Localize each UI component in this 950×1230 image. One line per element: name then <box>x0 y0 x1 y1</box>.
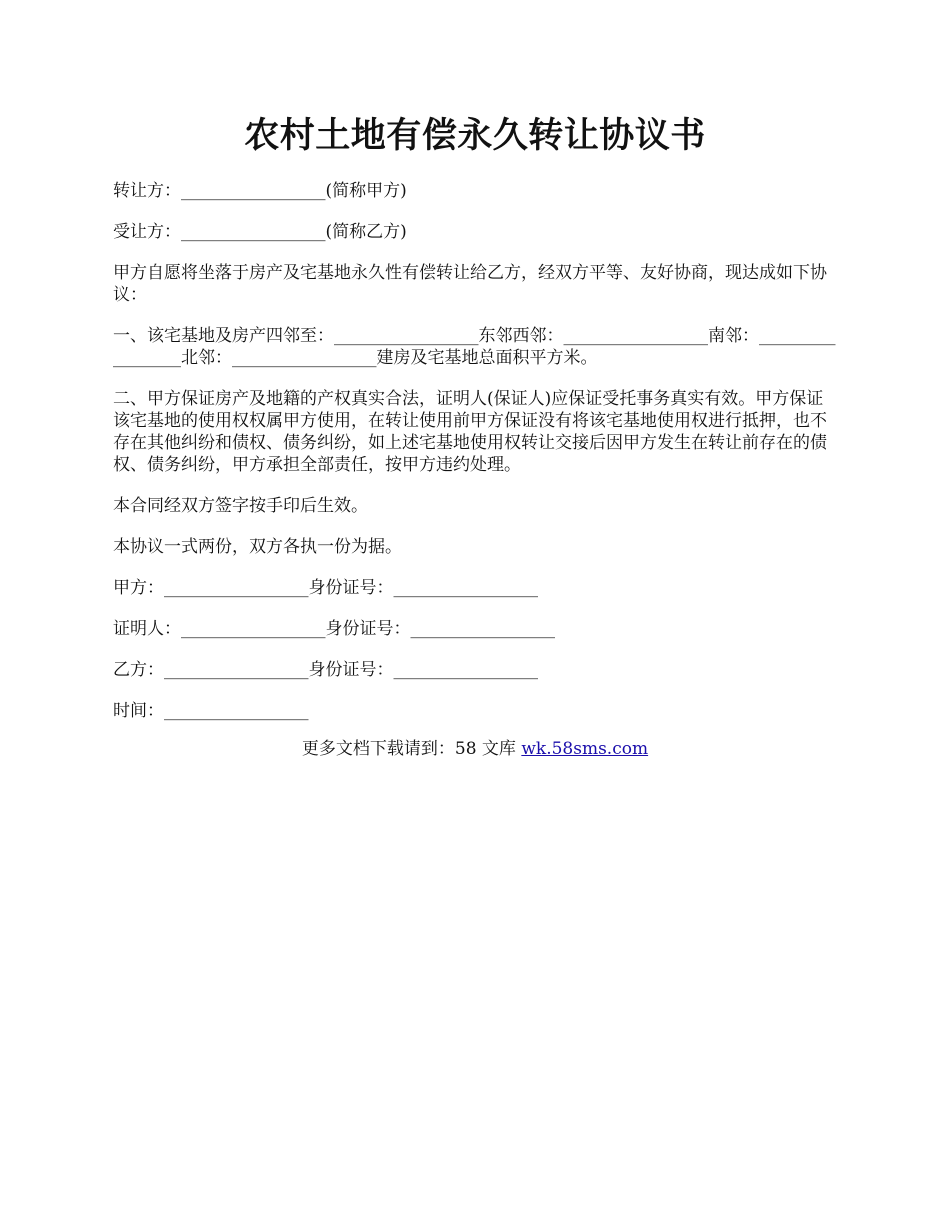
clause-two-paragraph: 二、甲方保证房产及地籍的产权真实合法，证明人(保证人)应保证受托事务真实有效。甲方保证该宅基地的使用权权属甲方使用，在转让使用前甲方保证没有将该宅基地使用权进行抵押，也不存在其他纠纷和债权、债务纠纷，如上述宅基地使用权转让交接后因甲方发生在转让前存在的债权、债务纠纷，甲方承担全部责任，按甲方违约处理。 <box>113 389 827 475</box>
party-b-signature-line: 乙方：_________________身份证号：_________________ <box>113 660 538 680</box>
clause-one-paragraph: 一、该宅基地及房产四邻至：_________________东邻西邻：_________________南邻：_________________北邻：_________________建房及宅基地总面积平方米。 <box>113 326 836 368</box>
agreement-intro-paragraph: 甲方自愿将坐落于房产及宅基地永久性有偿转让给乙方，经双方平等、友好协商，现达成如下协议： <box>113 263 827 305</box>
transferee-line: 受让方：_________________(简称乙方) <box>113 222 407 242</box>
document-title: 农村土地有偿永久转让协议书 <box>244 115 706 156</box>
date-line: 时间：_________________ <box>113 701 309 721</box>
party-a-signature-line: 甲方：_________________身份证号：_________________ <box>113 578 538 598</box>
footer-website-link[interactable]: wk.58sms.com <box>521 739 649 759</box>
witness-signature-line: 证明人：_________________身份证号：_________________ <box>113 619 555 639</box>
download-footer <box>0 738 950 760</box>
footer-prefix-text: 更多文档下载请到：58 文库 <box>301 739 522 759</box>
effective-clause: 本合同经双方签字按手印后生效。 <box>113 496 368 516</box>
copies-clause: 本协议一式两份，双方各执一份为据。 <box>113 537 402 557</box>
document-body <box>113 180 840 741</box>
transferor-line: 转让方：_________________(简称甲方) <box>113 181 407 201</box>
